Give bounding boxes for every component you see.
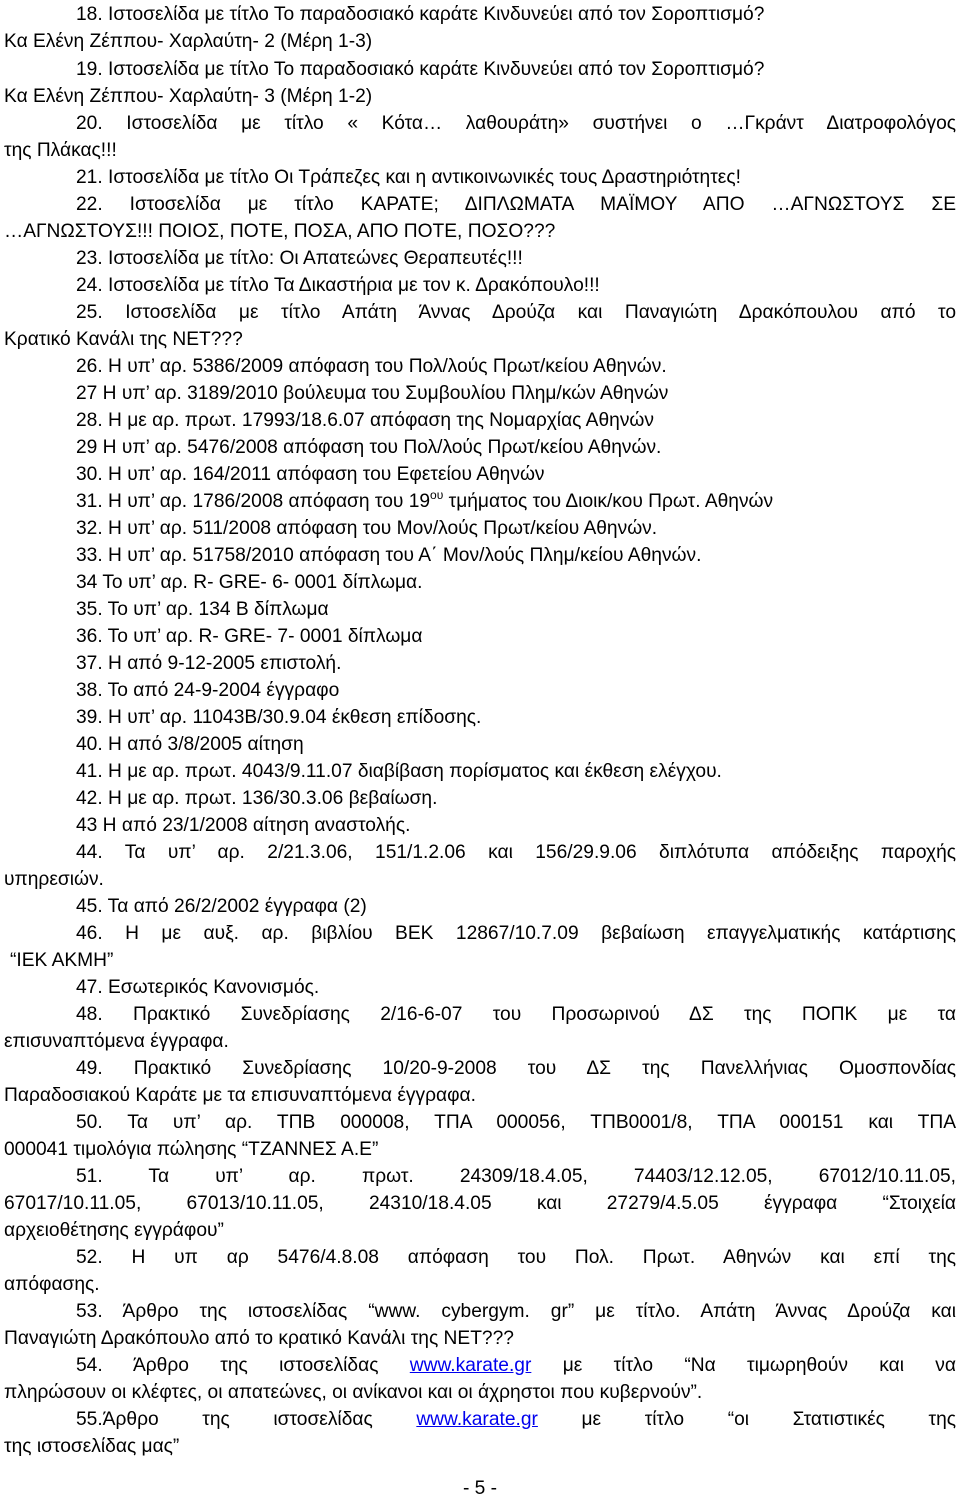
text-line: 46. Η με αυξ. αρ. βιβλίου ΒΕΚ 12867/10.7.09 βεβαίωση επαγγελματικής κατάρτισης [76, 923, 956, 944]
text-line: 53. Άρθρο της ιστοσελίδας “www. cybergym. gr” με τίτλο. Απάτη Άννας Δρούζα και [76, 1301, 956, 1322]
text-line: “ΙΕΚ ΑΚΜΗ” [10, 950, 114, 971]
text-line: 20. Ιστοσελίδα με τίτλο « Κότα… λαθουράτη» συστήνει ο …Γκράντ Διατροφολόγος [76, 113, 956, 134]
text-line: 18. Ιστοσελίδα με τίτλο Το παραδοσιακό καράτε Κινδυνεύει από τον Σοροπτισμό? [76, 4, 765, 25]
text-line: 000041 τιμολόγια πώλησης “ΤΖΑΝΝΕΣ Α.Ε” [4, 1139, 379, 1160]
text-line: Κα Ελένη Ζέππου- Χαρλαύτη- 3 (Μέρη 1-2) [4, 86, 373, 107]
page-number: - 5 - [462, 1478, 498, 1499]
text-line: Παραδοσιακού Καράτε με τα επισυναπτόμενα έγγραφα. [4, 1085, 476, 1106]
text-line-with-link [76, 1352, 956, 1379]
text-line: 52. Η υπ αρ 5476/4.8.08 απόφαση του Πολ. Πρωτ. Αθηνών και επί της [76, 1247, 956, 1268]
text-line: Κρατικό Κανάλι της ΝΕΤ??? [4, 329, 243, 350]
text-line: Κα Ελένη Ζέππου- Χαρλαύτη- 2 (Μέρη 1-3) [4, 31, 373, 52]
text-line: 67017/10.11.05, 67013/10.11.05, 24310/18.4.05 και 27279/4.5.05 έγγραφα “Στοιχεία [4, 1193, 956, 1214]
text-line: 37. Η από 9-12-2005 επιστολή. [76, 653, 342, 674]
text-line-with-link [76, 1406, 956, 1433]
text-line: 38. Το από 24-9-2004 έγγραφο [76, 680, 340, 701]
text-line: 47. Εσωτερικός Κανονισμός. [76, 977, 320, 998]
text-line: 28. Η με αρ. πρωτ. 17993/18.6.07 απόφαση της Νομαρχίας Αθηνών [76, 410, 654, 431]
text-line: 48. Πρακτικό Συνεδρίασης 2/16-6-07 του Προσωρινού ΔΣ της ΠΟΠΚ με τα [76, 1004, 956, 1025]
text-line: της Πλάκας!!! [4, 140, 117, 161]
text-line: 50. Τα υπ’ αρ. ΤΠΒ 000008, ΤΠΑ 000056, ΤΠΒ0001/8, ΤΠΑ 000151 και ΤΠΑ [76, 1112, 956, 1133]
line-text: 55.Άρθρο της ιστοσελίδας [76, 1409, 417, 1430]
text-line: 41. Η με αρ. πρωτ. 4043/9.11.07 διαβίβαση πορίσματος και έκθεση ελέγχου. [76, 761, 722, 782]
karate-gr-link[interactable]: www.karate.gr [409, 1355, 532, 1376]
text-line: 51. Τα υπ’ αρ. πρωτ. 24309/18.4.05, 74403/12.12.05, 67012/10.11.05, [76, 1166, 956, 1187]
text-line: 19. Ιστοσελίδα με τίτλο Το παραδοσιακό καράτε Κινδυνεύει από τον Σοροπτισμό? [76, 59, 765, 80]
text-line: 23. Ιστοσελίδα με τίτλο: Οι Απατεώνες Θεραπευτές!!! [76, 248, 523, 269]
text-line: 21. Ιστοσελίδα με τίτλο Οι Τράπεζες και η αντικοινωνικές τους Δραστηριότητες! [76, 167, 741, 188]
text-line: 30. Η υπ’ αρ. 164/2011 απόφαση του Εφετείου Αθηνών [76, 464, 545, 485]
text-line: …ΑΓΝΩΣΤΟΥΣ!!! ΠΟΙΟΣ, ΠΟΤΕ, ΠΟΣΑ, ΑΠΟ ΠΟΤΕ, ΠΟΣΟ??? [4, 221, 556, 242]
text-line: επισυναπτόμενα έγγραφα. [4, 1031, 229, 1052]
text-line: 42. Η με αρ. πρωτ. 136/30.3.06 βεβαίωση. [76, 788, 438, 809]
text-line: υπηρεσιών. [4, 869, 104, 890]
text-line: 45. Τα από 26/2/2002 έγγραφα (2) [76, 896, 367, 917]
text-line: 35. Το υπ’ αρ. 134 Β δίπλωμα [76, 599, 329, 620]
line-text: με τίτλο “οι Στατιστικές της [581, 1409, 956, 1430]
text-line: 36. Το υπ’ αρ. R- GRE- 7- 0001 δίπλωμα [76, 626, 423, 647]
text-line: 26. Η υπ’ αρ. 5386/2009 απόφαση του Πολ/λούς Πρωτ/κείου Αθηνών. [76, 356, 667, 377]
text-line: 32. Η υπ’ αρ. 511/2008 απόφαση του Μον/λούς Πρωτ/κείου Αθηνών. [76, 518, 658, 539]
text-line: 49. Πρακτικό Συνεδρίασης 10/20-9-2008 του ΔΣ της Πανελλήνιας Ομοσπονδίας [76, 1058, 956, 1079]
line-text: τμήματος του Διοικ/κου Πρωτ. Αθηνών [443, 491, 774, 512]
text-line: Παναγιώτη Δρακόπουλο από το κρατικό Κανάλι της ΝΕΤ??? [4, 1328, 514, 1349]
text-line: 34 Το υπ’ αρ. R- GRE- 6- 0001 δίπλωμα. [76, 572, 423, 593]
line-text: με τίτλο “Να τιμωρηθούν και να [562, 1355, 956, 1376]
text-line: 33. Η υπ’ αρ. 51758/2010 απόφαση του Α΄ Μον/λούς Πλημ/κείου Αθηνών. [76, 545, 702, 566]
text-line: 39. Η υπ’ αρ. 11043Β/30.9.04 έκθεση επίδοσης. [76, 707, 482, 728]
text-line: 27 Η υπ’ αρ. 3189/2010 βούλευμα του Συμβουλίου Πλημ/κών Αθηνών [76, 383, 669, 404]
line-text: 31. Η υπ’ αρ. 1786/2008 απόφαση του 19 [76, 491, 431, 512]
text-line: 25. Ιστοσελίδα με τίτλο Απάτη Άννας Δρούζα και Παναγιώτη Δρακόπουλου από το [76, 302, 956, 323]
text-line: 24. Ιστοσελίδα με τίτλο Τα Δικαστήρια με τον κ. Δρακόπουλο!!! [76, 275, 600, 296]
superscript-text: ου [430, 488, 444, 502]
text-line: αρχειοθέτησης εγγράφου” [4, 1220, 224, 1241]
text-line: 29 Η υπ’ αρ. 5476/2008 απόφαση του Πολ/λούς Πρωτ/κείου Αθηνών. [76, 437, 662, 458]
text-line: 44. Τα υπ’ αρ. 2/21.3.06, 151/1.2.06 και 156/29.9.06 διπλότυπα απόδειξης παροχής [76, 842, 956, 863]
karate-gr-link[interactable]: www.karate.gr [416, 1409, 538, 1430]
text-line: πληρώσουν οι κλέφτες, οι απατεώνες, οι ανίκανοι και οι άχρηστοι που κυβερνούν”. [4, 1382, 703, 1403]
text-line-superscript [76, 488, 956, 515]
text-line: 40. Η από 3/8/2005 αίτηση [76, 734, 304, 755]
text-line: 22. Ιστοσελίδα με τίτλο ΚΑΡΑΤΕ; ΔΙΠΛΩΜΑΤΑ ΜΑΪΜΟΥ ΑΠΟ …ΑΓΝΩΣΤΟΥΣ ΣΕ [76, 194, 956, 215]
text-line: απόφασης. [4, 1274, 100, 1295]
text-line: 43 Η από 23/1/2008 αίτηση αναστολής. [76, 815, 411, 836]
line-text: 54. Άρθρο της ιστοσελίδας [76, 1355, 410, 1376]
text-line: της ιστοσελίδας μας” [4, 1436, 180, 1457]
